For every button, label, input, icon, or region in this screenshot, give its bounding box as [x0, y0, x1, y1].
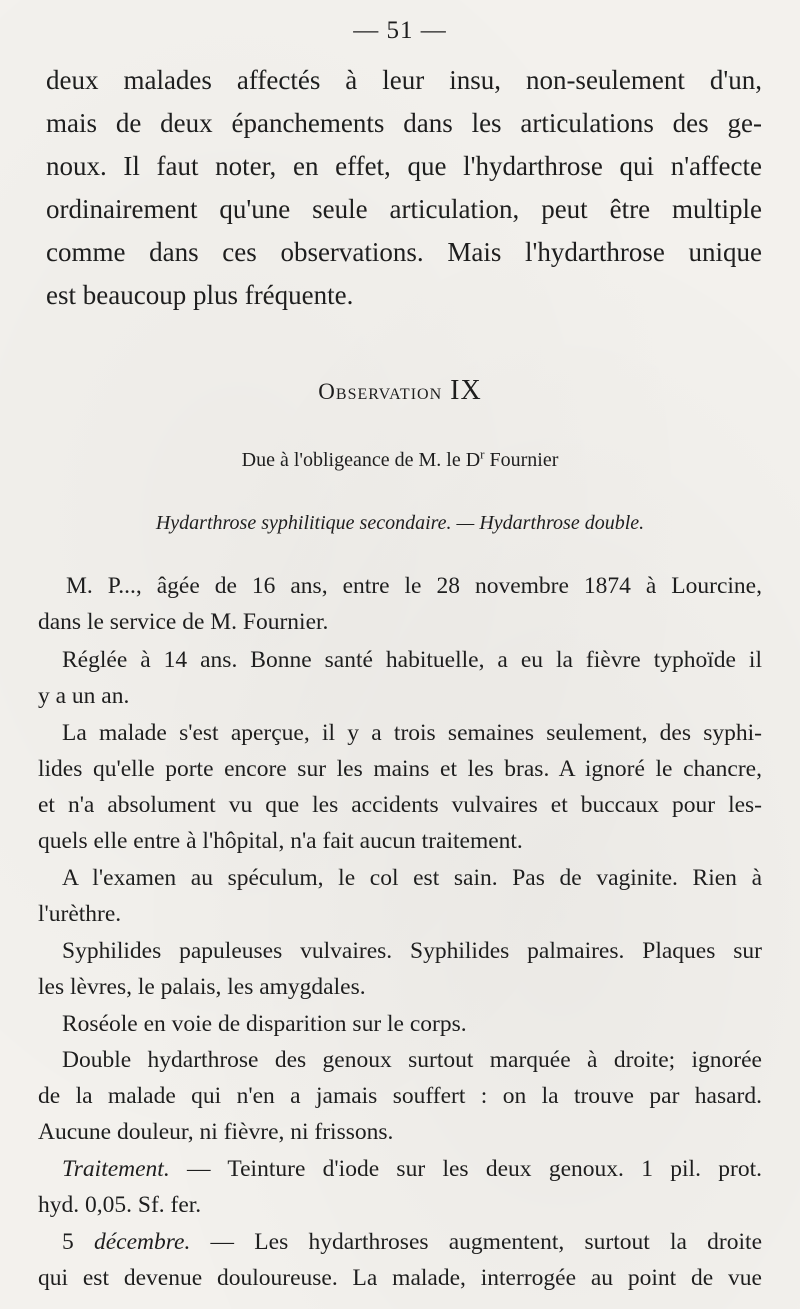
credit-sup: r [480, 446, 485, 462]
body-line: et n'a absolument vu que les accidents vulvaires et buccaux pour les- [38, 792, 762, 818]
body-line: les lèvres, le palais, les amygdales. [38, 974, 366, 1000]
body-line: lides qu'elle porte encore sur les mains et les bras. A ignoré le chancre, [38, 756, 762, 782]
body-line: y a un an. [38, 683, 130, 709]
body-line: Aucune douleur, ni fièvre, ni frissons. [38, 1119, 394, 1145]
body-line: Syphilides papuleuses vulvaires. Syphilides palmaires. Plaques sur [62, 938, 762, 964]
treatment-line [62, 1153, 762, 1185]
credit-name: Fournier [484, 449, 559, 471]
body-line: M. P..., âgée de 16 ans, entre le 28 novembre 1874 à Lourcine, [66, 573, 762, 599]
intro-line: comme dans ces observations. Mais l'hydarthrose unique [46, 237, 762, 267]
credit-prefix: Due à l'obligeance de M. le D [241, 449, 481, 471]
entry-text: — Les hydarthroses augmentent, surtout la droite [190, 1229, 762, 1255]
intro-line: mais de deux épanchements dans les articulations des ge- [46, 108, 762, 138]
intro-line: est beaucoup plus fréquente. [46, 280, 354, 310]
body-line: de la malade qui n'en a jamais souffert : on la trouve par hasard. [38, 1083, 762, 1109]
intro-line: ordinairement qu'une seule articulation, peut être multiple [46, 194, 762, 224]
body-line: Roséole en voie de disparition sur le corps. [62, 1011, 467, 1037]
body-line: La malade s'est aperçue, il y a trois semaines seulement, des syphi- [62, 720, 762, 746]
entry-continuation: qui est devenue douloureuse. La malade, interrogée au point de vue [38, 1265, 762, 1291]
page-number: — 51 — [353, 17, 447, 44]
body-line: l'urèthre. [38, 901, 122, 927]
entry-day: 5 [62, 1229, 94, 1255]
treatment-continuation: hyd. 0,05. Sf. fer. [38, 1192, 202, 1218]
entry-line [62, 1226, 762, 1258]
body-line: A l'examen au spéculum, le col est sain. Pas de vaginite. Rien à [62, 865, 762, 891]
observation-heading [0, 376, 800, 407]
treatment-label: Traitement. [62, 1156, 170, 1182]
body-line: quels elle entre à l'hôpital, n'a fait aucun traitement. [38, 828, 523, 854]
intro-line: noux. Il faut noter, en effet, que l'hydarthrose qui n'affecte [46, 151, 762, 181]
observation-credit [0, 446, 800, 474]
intro-line: deux malades affectés à leur insu, non-seulement d'un, [46, 65, 762, 95]
body-line: Double hydarthrose des genoux surtout marquée à droite; ignorée [62, 1047, 762, 1073]
observation-number: IX [450, 375, 482, 406]
body-line: dans le service de M. Fournier. [38, 609, 329, 635]
observation-label: Observation [318, 379, 443, 404]
entry-month: décembre. [93, 1229, 191, 1255]
body-line: Réglée à 14 ans. Bonne santé habituelle, a eu la fièvre typhoïde il [62, 647, 762, 673]
treatment-text: — Teinture d'iode sur les deux genoux. 1 pil. prot. [169, 1156, 762, 1182]
diagnosis-heading: Hydarthrose syphilitique secondaire. — Hydarthrose double. [155, 512, 645, 534]
